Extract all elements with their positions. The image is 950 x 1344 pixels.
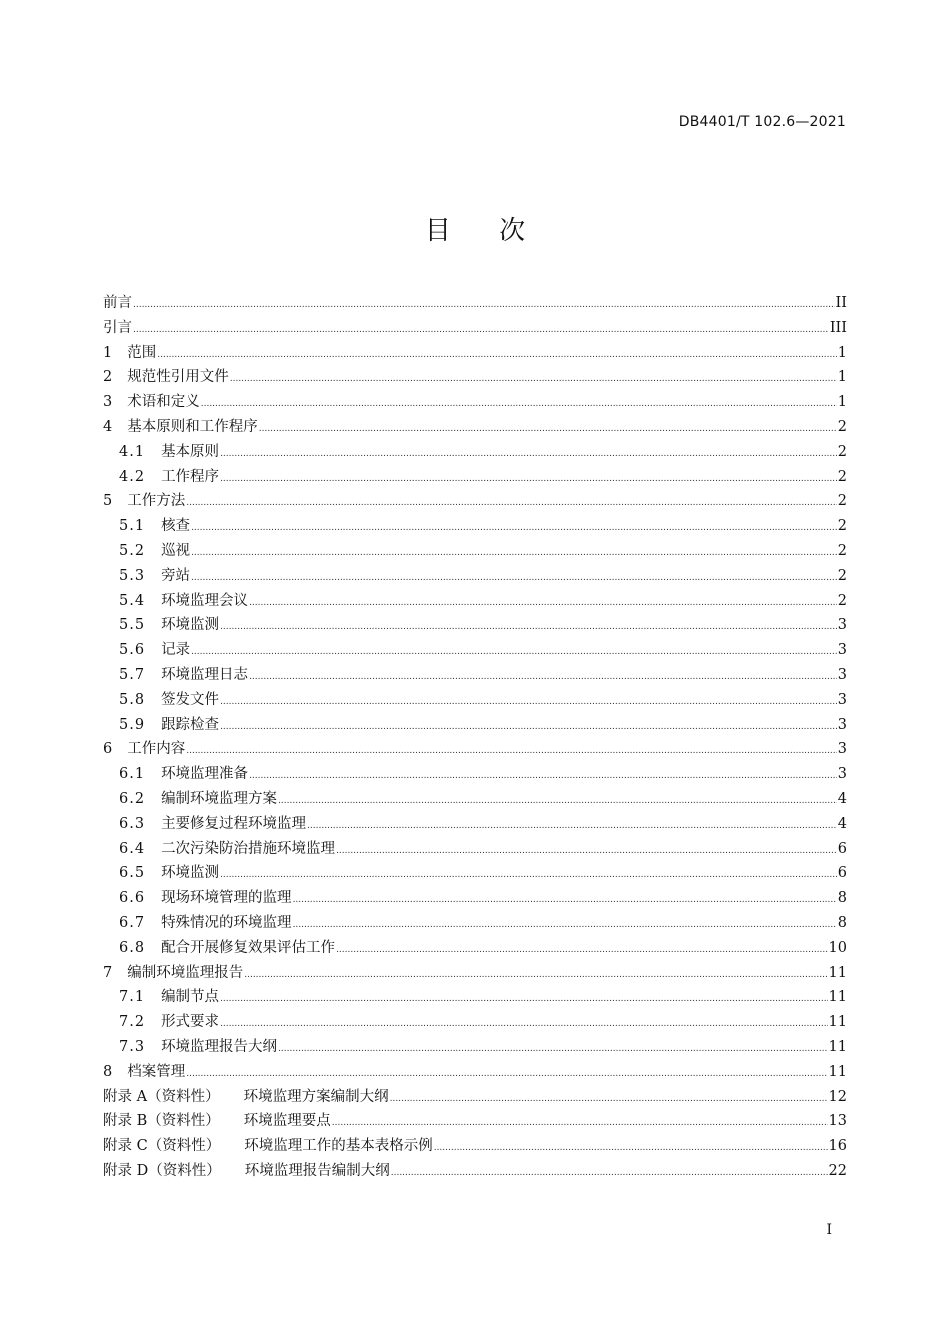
toc-entry-page: 13 [828,1113,847,1130]
toc-entry[interactable] [103,1010,847,1035]
toc-entry-page: 4 [837,815,847,832]
toc-entry-page: 11 [828,964,847,981]
toc-entry-label-text: 环境监理准备 [161,766,249,783]
toc-leader-dots [220,690,837,715]
toc-entry[interactable] [103,737,847,762]
toc-entry[interactable] [103,613,847,638]
toc-entry-label [161,886,292,911]
toc-leader-dots [220,863,837,888]
toc-entry-label-text: 核查 [161,518,191,535]
toc-entry-page: 1 [837,394,847,411]
toc-entry-number: 6.6 [119,890,146,907]
toc-entry-label-text: 附录 C（资料性） [103,1138,221,1155]
toc-entry-page: 11 [828,1014,847,1031]
toc-entry-label [161,589,248,614]
toc-entry-label-text: 签发文件 [161,691,220,708]
toc-entry-page: 11 [828,1063,847,1080]
toc-leader-dots [191,566,837,591]
toc-entry-label [161,936,335,961]
toc-entry-number: 5.8 [119,691,146,708]
toc-entry[interactable] [103,936,847,961]
toc-entry-label [161,663,248,688]
toc-entry[interactable] [103,1060,847,1085]
toc-entry-number: 4 [103,418,114,435]
toc-entry[interactable] [103,1134,847,1159]
toc-entry[interactable] [103,514,847,539]
toc-entry[interactable] [103,1109,847,1134]
toc-entry[interactable] [103,787,847,812]
toc-entry-number: 4.2 [119,468,146,485]
toc-leader-dots [390,1087,828,1112]
toc-leader-dots [191,541,837,566]
toc-leader-dots [133,318,829,343]
toc-entry[interactable] [103,663,847,688]
toc-entry-number: 5.4 [119,592,146,609]
toc-entry-annex-title: 环境监理工作的基本表格示例 [244,1138,433,1155]
toc-entry[interactable] [103,291,847,316]
toc-entry-number: 1 [103,344,114,361]
toc-leader-dots [249,764,837,789]
toc-entry-number: 6.4 [119,840,146,857]
toc-entry[interactable] [103,1035,847,1060]
toc-entry[interactable] [103,886,847,911]
toc-entry-label [161,638,190,663]
toc-leader-dots [220,442,837,467]
toc-entry-label [127,737,185,762]
toc-leader-dots [278,789,837,814]
toc-entry-label [161,861,219,886]
toc-entry-page: 3 [837,691,847,708]
toc-entry[interactable] [103,861,847,886]
toc-entry-page: 2 [837,493,847,510]
toc-entry[interactable] [103,812,847,837]
document-code: DB4401/T 102.6—2021 [678,114,846,130]
toc-entry[interactable] [103,390,847,415]
toc-entry-label-text: 配合开展修复效果评估工作 [161,939,336,956]
toc-entry-label-text: 环境监测 [161,865,220,882]
toc-entry-number: 7 [103,964,114,981]
toc-entry-label [103,1159,390,1184]
toc-entry-annex-title: 环境监理要点 [243,1113,331,1130]
toc-entry-label-text: 工作方法 [127,493,186,510]
toc-entry-label-text: 附录 A（资料性） [103,1088,220,1105]
toc-entry[interactable] [103,713,847,738]
toc-entry-label-text: 规范性引用文件 [127,369,229,386]
toc-entry-number: 6.2 [119,790,146,807]
toc-entry-label [127,341,156,366]
toc-leader-dots [293,888,837,913]
page-number: I [826,1222,832,1238]
toc-entry-page: 6 [837,840,847,857]
toc-entry-label-text: 引言 [103,319,132,336]
toc-entry-number: 6.8 [119,939,146,956]
toc-entry-page: 2 [837,418,847,435]
toc-entry[interactable] [103,961,847,986]
toc-entry-label-text: 现场环境管理的监理 [161,890,292,907]
toc-entry-number: 6.1 [119,766,146,783]
toc-entry-label [161,812,306,837]
toc-entry[interactable] [103,415,847,440]
toc-entry-page: 3 [837,766,847,783]
toc-entry-label-text: 二次污染防治措施环境监理 [161,840,336,857]
toc-leader-dots [434,1136,828,1161]
toc-entry-number: 2 [103,369,114,386]
toc-entry-number: 5.7 [119,666,146,683]
toc-entry-label [127,365,229,390]
toc-entry-page: 2 [837,468,847,485]
toc-entry-label [161,465,219,490]
toc-entry-page: 22 [828,1162,847,1179]
toc-entry-page: 2 [837,592,847,609]
table-of-contents [103,291,847,1184]
toc-entry[interactable] [103,1085,847,1110]
toc-entry-number: 5.5 [119,617,146,634]
toc-leader-dots [133,293,835,318]
toc-leader-dots [249,591,837,616]
toc-entry-label-text: 环境监理会议 [161,592,249,609]
toc-entry-page: III [829,319,847,336]
toc-entry-page: 10 [828,939,847,956]
toc-entry-label-text: 范围 [127,344,157,361]
toc-leader-dots [220,715,837,740]
toc-entry[interactable] [103,589,847,614]
toc-entry[interactable] [103,440,847,465]
toc-entry-label-text: 特殊情况的环境监理 [161,914,292,931]
toc-entry[interactable] [103,638,847,663]
toc-entry[interactable] [103,837,847,862]
toc-entry-label-text: 编制环境监理方案 [161,790,278,807]
toc-leader-dots [249,665,837,690]
toc-entry-page: 2 [837,542,847,559]
toc-leader-dots [186,491,837,516]
toc-entry-page: 1 [837,344,847,361]
toc-leader-dots [191,516,837,541]
toc-entry-label-text: 编制节点 [161,989,220,1006]
toc-entry-number: 5.6 [119,642,146,659]
toc-entry-label [161,985,219,1010]
toc-entry-label-text: 记录 [161,642,191,659]
toc-entry-label [161,787,277,812]
toc-leader-dots [186,739,837,764]
toc-entry-page: 4 [837,790,847,807]
toc-entry-label [161,713,219,738]
toc-entry-label [103,291,132,316]
toc-entry-number: 6.7 [119,914,146,931]
toc-entry-number: 3 [103,394,114,411]
toc-entry-label [161,440,219,465]
toc-entry-number: 4.1 [119,443,146,460]
toc-entry-page: 2 [837,518,847,535]
toc-entry-number: 7.3 [119,1038,146,1055]
toc-entry-label-text: 巡视 [161,542,191,559]
toc-leader-dots [230,367,837,392]
toc-leader-dots [332,1111,828,1136]
toc-entry-label-text: 附录 D（资料性） [103,1162,221,1179]
toc-entry-number: 7.1 [119,989,146,1006]
toc-entry-label-text: 工作程序 [161,468,220,485]
toc-entry-label-text: 基本原则 [161,443,220,460]
toc-entry-page: 16 [828,1138,847,1155]
toc-entry-label [161,539,190,564]
toc-leader-dots [391,1161,828,1186]
toc-entry-page: 12 [828,1088,847,1105]
toc-entry-page: 8 [837,890,847,907]
toc-entry-label [161,564,190,589]
toc-entry-page: 1 [837,369,847,386]
toc-entry[interactable] [103,1159,847,1184]
toc-entry-label [103,1109,331,1134]
toc-entry-label-text: 术语和定义 [127,394,200,411]
toc-leader-dots [259,417,837,442]
toc-entry-number: 7.2 [119,1014,146,1031]
toc-entry[interactable] [103,489,847,514]
toc-entry-label [161,911,292,936]
toc-entry-page: 11 [828,989,847,1006]
toc-entry-page: 2 [837,443,847,460]
toc-leader-dots [186,1062,827,1087]
toc-entry[interactable] [103,564,847,589]
toc-entry-label-text: 档案管理 [127,1063,186,1080]
toc-entry[interactable] [103,316,847,341]
toc-entry-label-text: 基本原则和工作程序 [127,418,258,435]
toc-entry-label-text: 环境监理报告大纲 [161,1038,278,1055]
toc-leader-dots [220,987,827,1012]
toc-leader-dots [307,814,837,839]
toc-leader-dots [220,615,837,640]
toc-entry-number: 6.3 [119,815,146,832]
toc-leader-dots [244,963,827,988]
toc-entry-label-text: 形式要求 [161,1014,220,1031]
toc-entry-label [161,837,335,862]
toc-entry-number: 6.5 [119,865,146,882]
toc-entry-page: 3 [837,666,847,683]
toc-entry[interactable] [103,341,847,366]
toc-entry-label [103,316,132,341]
toc-entry[interactable] [103,365,847,390]
toc-entry[interactable] [103,539,847,564]
toc-entry-label [161,613,219,638]
toc-leader-dots [157,343,837,368]
toc-entry-number: 6 [103,741,114,758]
toc-entry-label-text: 附录 B（资料性） [103,1113,220,1130]
toc-leader-dots [220,467,837,492]
toc-entry-number: 5 [103,493,114,510]
toc-entry-page: 2 [837,567,847,584]
toc-entry-label [127,415,258,440]
toc-entry-label [103,1085,389,1110]
toc-leader-dots [336,938,827,963]
toc-entry-label [127,390,200,415]
toc-entry-label [161,1035,277,1060]
toc-entry[interactable] [103,911,847,936]
toc-entry-label [161,762,248,787]
toc-entry-label-text: 环境监理日志 [161,666,249,683]
toc-entry-label-text: 前言 [103,295,132,311]
toc-entry-page: 8 [837,914,847,931]
toc-entry-label-text: 旁站 [161,567,191,584]
toc-entry-label [127,489,185,514]
toc-entry-page: II [835,295,847,311]
toc-entry-label-text: 环境监测 [161,617,220,634]
toc-entry-label [161,1010,219,1035]
toc-entry-annex-title: 环境监理方案编制大纲 [243,1088,389,1105]
toc-entry-label [127,961,243,986]
toc-leader-dots [220,1012,827,1037]
toc-title: 目 次 [424,216,526,246]
toc-entry-label-text: 编制环境监理报告 [127,964,244,981]
toc-entry-label [161,514,190,539]
toc-entry-number: 5.3 [119,567,146,584]
toc-entry-number: 5.9 [119,716,146,733]
toc-leader-dots [278,1037,827,1062]
toc-entry-label-text: 跟踪检查 [161,716,220,733]
toc-entry-page: 6 [837,865,847,882]
toc-leader-dots [336,839,837,864]
toc-leader-dots [201,392,837,417]
toc-entry[interactable] [103,985,847,1010]
toc-entry-label [161,688,219,713]
toc-entry-page: 3 [837,741,847,758]
toc-entry-label [103,1134,433,1159]
toc-entry-label-text: 主要修复过程环境监理 [161,815,307,832]
toc-entry[interactable] [103,465,847,490]
toc-entry-page: 3 [837,716,847,733]
toc-entry-number: 8 [103,1063,114,1080]
toc-entry-number: 5.2 [119,542,146,559]
toc-leader-dots [191,640,837,665]
toc-entry-label [127,1060,185,1085]
toc-entry[interactable] [103,688,847,713]
toc-entry-page: 11 [828,1038,847,1055]
toc-leader-dots [293,913,837,938]
toc-entry-label-text: 工作内容 [127,741,186,758]
toc-entry-annex-title: 环境监理报告编制大纲 [244,1162,390,1179]
toc-entry-page: 3 [837,642,847,659]
toc-entry-number: 5.1 [119,518,146,535]
toc-entry[interactable] [103,762,847,787]
toc-entry-page: 3 [837,617,847,634]
